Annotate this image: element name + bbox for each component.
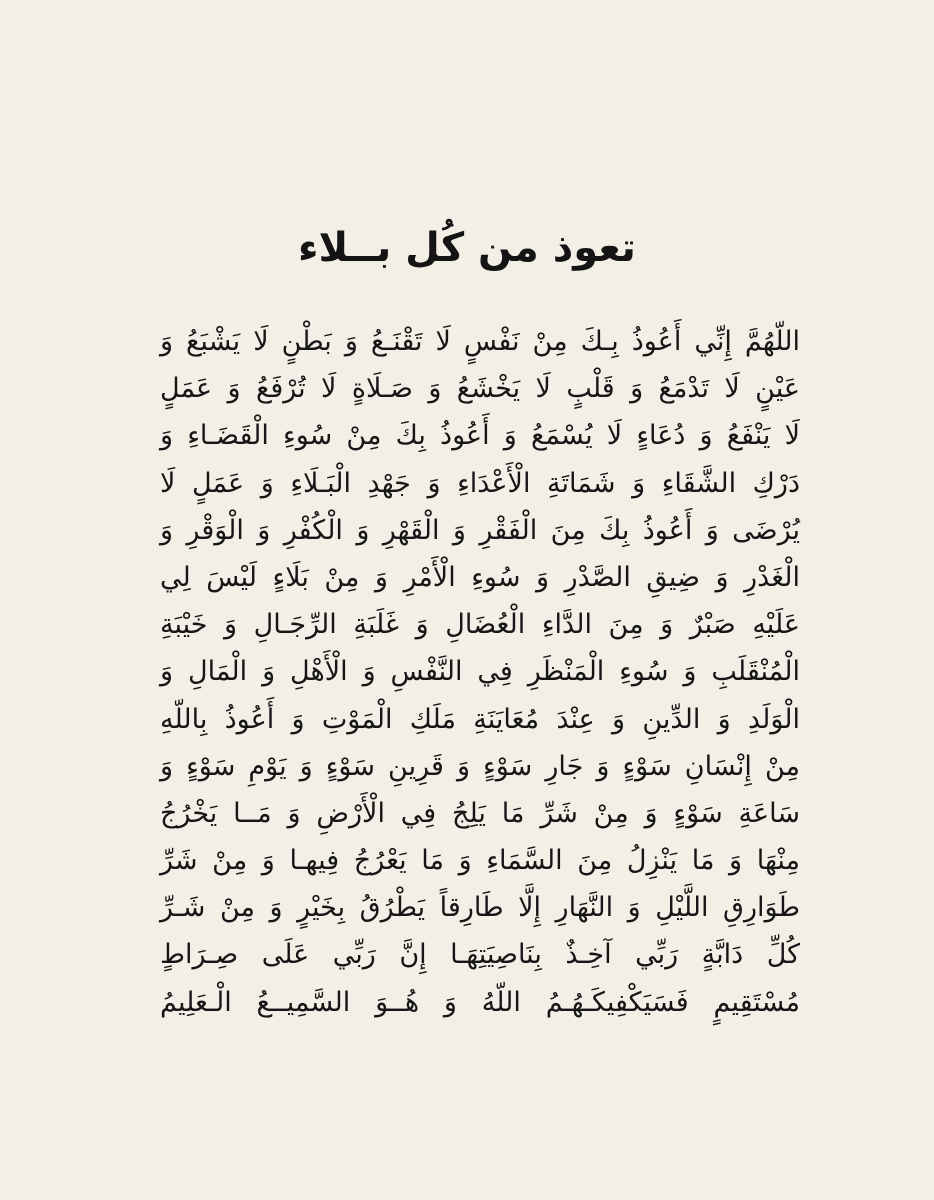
text-line: مِنْ إِنْسَانِ سَوْءٍ وَ جَارِ سَوْءٍ وَ قَرِينِ سَوْءٍ وَ يَوْمِ سَوْءٍ وَ [160,750,800,782]
text-line: دَرْكِ الشَّقَاءِ وَ شَمَاتَةِ الْأَعْدَاءِ وَ جَهْدِ الْبَـلَاءِ وَ عَمَلٍ لَا [160,467,800,499]
text-line: الْغَدْرِ وَ ضِيقِ الصَّدْرِ وَ سُوءِ الْأَمْرِ وَ مِنْ بَلَاءٍ لَيْسَ لِي [160,561,800,593]
text-line: مُسْتَقِيمٍ فَسَيَكْفِيكَـهُـمُ اللّهُ وَ هُــوَ السَّمِيــعُ الْـعَلِيمُ [160,986,800,1018]
page-title: تعوذ من كُل بــلاء [298,225,636,271]
text-line: اللّهُمَّ إِنِّي أَعُوذُ بِـكَ مِنْ نَفْسٍ لَا تَقْنَـعُ وَ بَطْنٍ لَا يَشْبَعُ وَ [160,326,800,357]
text-line: كُلِّ دَابَّةٍ رَبِّي آخِـذٌ بِنَاصِيَتِهَـا إِنَّ رَبِّي عَلَى صِـرَاطٍ [160,939,800,971]
text-line: الْمُنْقَلَبِ وَ سُوءِ الْمَنْظَرِ فِي النَّفْسِ وَ الْأَهْلِ وَ الْمَالِ وَ [160,656,800,688]
text-line: يُرْضَى وَ أَعُوذُ بِكَ مِنَ الْفَقْرِ وَ الْقَهْرِ وَ الْكُفْرِ وَ الْوَقْرِ وَ [160,514,800,546]
text-line: الْوَلَدِ وَ الدِّينِ وَ عِنْدَ مُعَايَنَةِ مَلَكِ الْمَوْتِ وَ أَعُوذُ بِاللّهِ [160,703,800,735]
text-line: طَوَارِقِ اللَّيْلِ وَ النَّهَارِ إِلَّا طَارِقاً يَطْرُقُ بِخَيْرٍ وَ مِنْ شَـرِّ [160,892,800,924]
supplication-text [160,318,800,1026]
text-line: لَا يَنْفَعُ وَ دُعَاءٍ لَا يُسْمَعُ وَ أَعُوذُ بِكَ مِنْ سُوءِ الْقَضَـاءِ وَ [160,420,800,452]
text-line: مِنْهَا وَ مَا يَنْزِلُ مِنَ السَّمَاءِ وَ مَا يَعْرُجُ فِيهـا وَ مِنْ شَرِّ [160,845,800,877]
text-line: سَاعَةِ سَوْءٍ وَ مِنْ شَرِّ مَا يَلِجُ فِي الْأَرْضِ وَ مَــا يَخْرُجُ [160,797,800,829]
text-line: عَلَيْهِ صَبْرٌ وَ مِنَ الدَّاءِ الْعُضَالِ وَ غَلَبَةِ الرِّجَـالِ وَ خَيْبَةِ [160,609,800,641]
text-line: عَيْنٍ لَا تَدْمَعُ وَ قَلْبٍ لَا يَخْشَعُ وَ صَـلَاةٍ لَا تُرْفَعُ وَ عَمَلٍ [160,373,800,405]
